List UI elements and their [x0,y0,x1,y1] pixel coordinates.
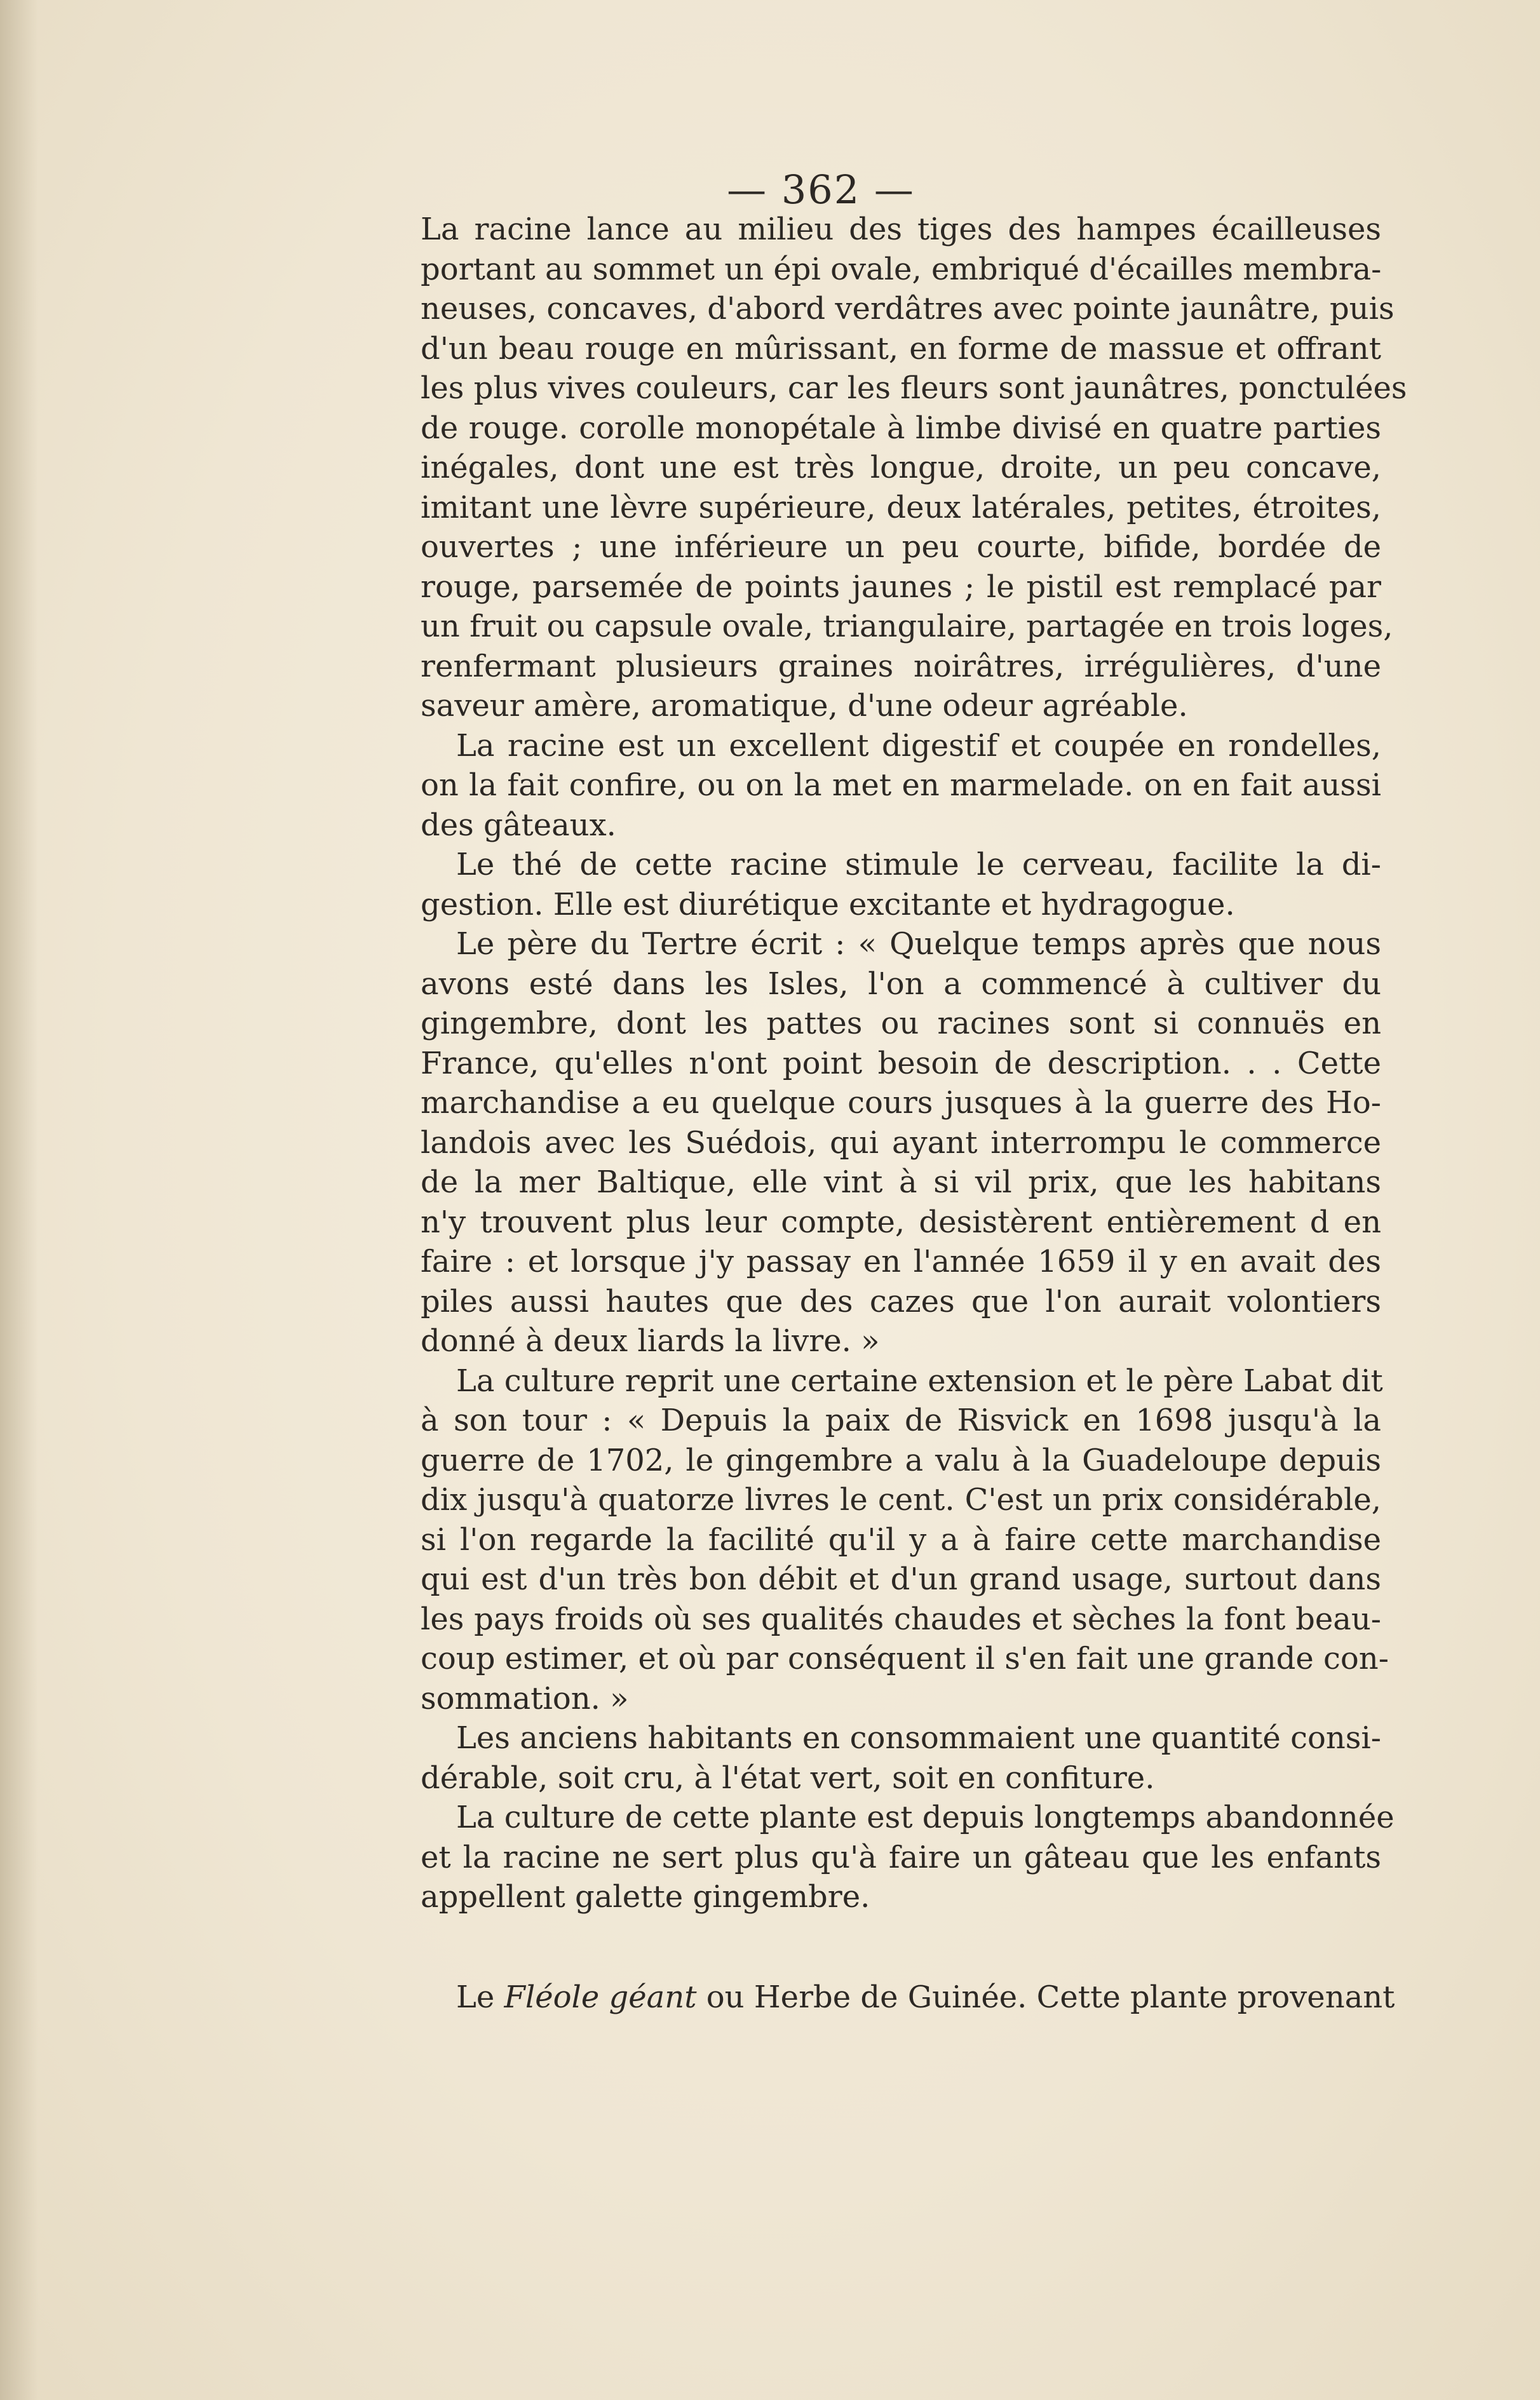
text-line: gingembre, dont les pattes ou racines sont si connuës en [421,1006,1381,1041]
text-line: La culture reprit une certaine extension et le père Labat dit [456,1363,1383,1399]
paragraph [421,1361,1389,1719]
text-line: ouvertes ; une inférieure un peu courte, bifide, bordée de [421,529,1381,565]
text-line: de rouge. corolle monopétale à limbe divisé en quatre parties [421,410,1381,446]
page-spine-shadow [0,0,38,2400]
text-line: portant au sommet un épi ovale, embriqué d'écailles membra- [421,251,1382,287]
page-number: — 362 — [727,166,915,213]
paragraph [421,924,1381,1361]
text-line: et la racine ne sert plus qu'à faire un gâteau que les enfants [421,1839,1381,1875]
final-line [421,1978,1395,2018]
text-line: Le thé de cette racine stimule le cerveau, facilite la di- [456,847,1381,882]
text-line: La racine lance au milieu des tiges des hampes écailleuses [421,212,1381,247]
text-line: avons esté dans les Isles, l'on a commencé à cultiver du [421,966,1381,1002]
text-line: rouge, parsemée de points jaunes ; le pistil est remplacé par [421,569,1381,605]
text-line: on la fait confire, ou on la met en marmelade. on en fait aussi [421,767,1381,803]
paragraph [421,845,1381,924]
text-line: sommation. » [421,1680,629,1716]
text-line: La racine est un excellent digestif et coupée en rondelles, [456,727,1381,764]
text-line: les pays froids où ses qualités chaudes et sèches la font beau- [421,1601,1381,1637]
text-line: renfermant plusieurs graines noirâtres, irrégulières, d'une [421,648,1381,684]
text-line: Les anciens habitants en consommaient une quantité consi- [456,1720,1381,1756]
paragraph [421,1798,1395,1917]
text-line: imitant une lèvre supérieure, deux latérales, petites, étroites, [421,489,1381,525]
text-line: qui est d'un très bon débit et d'un grand usage, surtout dans [421,1561,1381,1597]
text-line: Le père du Tertre écrit : « Quelque temps après que nous [456,926,1381,962]
text-line: saveur amère, aromatique, d'une odeur agréable. [421,688,1188,724]
text-line: dérable, soit cru, à l'état vert, soit en confiture. [421,1760,1155,1796]
text-line: des gâteaux. [421,807,616,843]
text-line: n'y trouvent plus leur compte, desistèrent entièrement d en [421,1204,1381,1240]
text-line: donné à deux liards la livre. » [421,1323,880,1359]
text-line: France, qu'elles n'ont point besoin de description. . . Cette [421,1045,1381,1081]
paragraph [421,726,1381,846]
text-line: dix jusqu'à quatorze livres le cent. C'est un prix considérable, [421,1482,1381,1518]
text-line: un fruit ou capsule ovale, triangulaire, partagée en trois loges, [421,609,1393,644]
text-line: neuses, concaves, d'abord verdâtres avec pointe jaunâtre, puis [421,291,1395,327]
plant-name-italic: Fléole géant [504,1979,697,2015]
text-line: marchandise a eu quelque cours jusques à la guerre des Ho- [421,1085,1381,1121]
body-text [421,210,1407,2017]
text-line: La culture de cette plante est depuis longtemps abandonnée [456,1800,1395,1835]
final-line-after: ou Herbe de Guinée. Cette plante provenant [696,1979,1395,2015]
text-line: inégales, dont une est très longue, droite, un peu concave, [421,450,1381,485]
text-line: gestion. Elle est diurétique excitante et hydragogue. [421,886,1235,922]
text-line: à son tour : « Depuis la paix de Risvick en 1698 jusqu'à la [421,1403,1381,1438]
text-line: appellent galette gingembre. [421,1879,870,1915]
paragraph [421,210,1407,726]
text-line: de la mer Baltique, elle vint à si vil prix, que les habitans [421,1164,1381,1200]
text-line: piles aussi hautes que des cazes que l'on aurait volontiers [421,1283,1381,1319]
text-line: si l'on regarde la facilité qu'il y a à faire cette marchandise [421,1521,1381,1558]
text-line: coup estimer, et où par conséquent il s'en fait une grande con- [421,1641,1389,1676]
text-line: landois avec les Suédois, qui ayant interrompu le commerce [421,1124,1381,1161]
section-gap [421,1917,1381,1978]
text-line: les plus vives couleurs, car les fleurs sont jaunâtres, ponctulées [421,370,1407,406]
text-line: d'un beau rouge en mûrissant, en forme de massue et offrant [421,330,1381,367]
text-line: guerre de 1702, le gingembre a valu à la Guadeloupe depuis [421,1442,1381,1478]
text-line: faire : et lorsque j'y passay en l'année 1659 il y en avait des [421,1244,1381,1279]
paragraph [421,1718,1381,1798]
final-line-before: Le [456,1979,504,2015]
